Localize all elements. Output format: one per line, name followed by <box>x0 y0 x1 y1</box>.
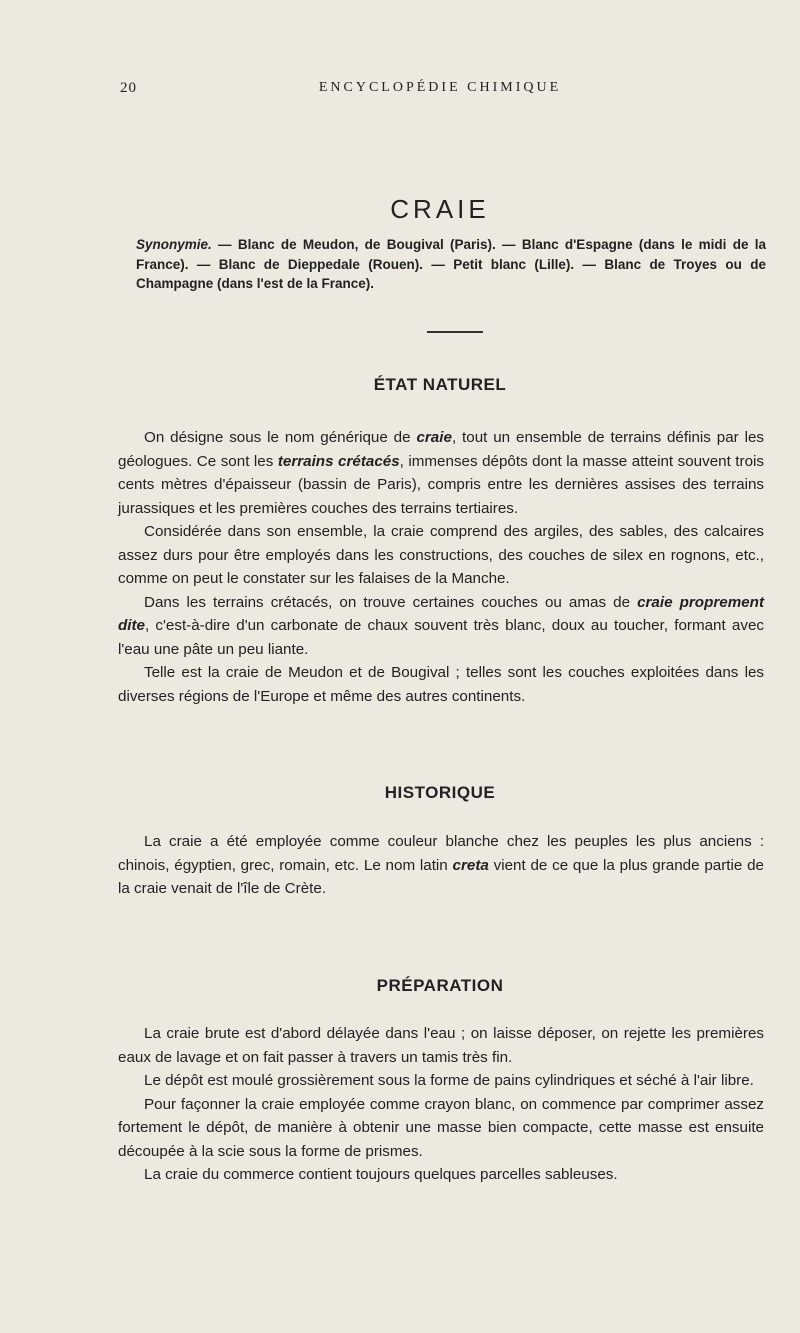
section-heading-etat-naturel: ÉTAT NATUREL <box>373 375 507 394</box>
emphasis: terrains crétacés <box>277 452 400 470</box>
divider-rule <box>427 331 483 333</box>
text-run: vient de ce que la plus grande partie de la craie venait de l'île de Crète. <box>118 856 765 897</box>
paragraph <box>118 426 764 520</box>
text-run: Dans les terrains crétacés, on trouve certaines couches ou amas de <box>144 593 638 611</box>
text-run: , immenses dépôts dont la masse atteint souvent trois cents mètres d'épaisseur (bassin de Paris), compris entre les dernières assises des terrains jurassiques et les premières couches des terrains tertiaires. <box>118 452 764 517</box>
paragraph <box>118 830 764 901</box>
synonymy-text: — Blanc de Meudon, de Bougival (Paris). — Blanc d'Espagne (dans le midi de la France). — Blanc de Dieppedale (Rouen). — Petit blanc (Lille). — Blanc de Troyes ou de Champagne (dans l'est de la France). <box>136 237 766 291</box>
synonymy-paragraph <box>136 235 766 294</box>
preparation-text <box>118 1022 764 1187</box>
emphasis: creta <box>452 856 489 874</box>
journal-title: ENCYCLOPÉDIE CHIMIQUE <box>318 80 562 95</box>
etat-naturel-text <box>118 426 764 708</box>
section-heading-preparation: PRÉPARATION <box>376 976 504 995</box>
paragraph: Considérée dans son ensemble, la craie comprend des argiles, des sables, des calcaires assez durs pour être employés dans les constructions, des couches de silex en rognons, etc., comme on peut le constater sur les falaises de la Manche. <box>118 523 764 587</box>
page-number: 20 <box>120 80 137 96</box>
paragraph: Le dépôt est moulé grossièrement sous la forme de pains cylindriques et séché à l'air libre. <box>144 1072 754 1089</box>
paragraph: La craie du commerce contient toujours quelques parcelles sableuses. <box>144 1166 618 1183</box>
paragraph <box>118 591 764 662</box>
paragraph: Telle est la craie de Meudon et de Bougival ; telles sont les couches exploitées dans les diverses régions de l'Europe et même des autres continents. <box>118 664 764 705</box>
article-title: CRAIE <box>390 194 490 225</box>
historique-text <box>118 830 764 901</box>
text-run: , tout un ensemble de terrains définis par les géologues. Ce sont les <box>118 429 764 470</box>
emphasis: craie <box>416 429 452 446</box>
text-run: , c'est-à-dire d'un carbonate de chaux souvent très blanc, doux au toucher, formant avec l'eau une pâte un peu liante. <box>118 617 764 658</box>
synonymy-label: Synonymie. <box>136 237 212 252</box>
text-run: La craie a été employée comme couleur blanche chez les peuples les plus anciens : chinois, égyptien, grec, romain, etc. Le nom latin <box>118 833 764 874</box>
emphasis: craie proprement dite <box>118 593 764 634</box>
section-heading-historique: HISTORIQUE <box>384 783 496 802</box>
paragraph: La craie brute est d'abord délayée dans l'eau ; on laisse déposer, on rejette les premières eaux de lavage et on fait passer à travers un tamis très fin. <box>118 1025 764 1066</box>
paragraph: Pour façonner la craie employée comme crayon blanc, on commence par comprimer assez fortement le dépôt, de manière à obtenir une masse bien compacte, cette masse est ensuite découpée à la scie sous la forme de prismes. <box>118 1095 764 1160</box>
text-run: On désigne sous le nom générique de <box>144 429 417 446</box>
running-head <box>120 80 760 102</box>
